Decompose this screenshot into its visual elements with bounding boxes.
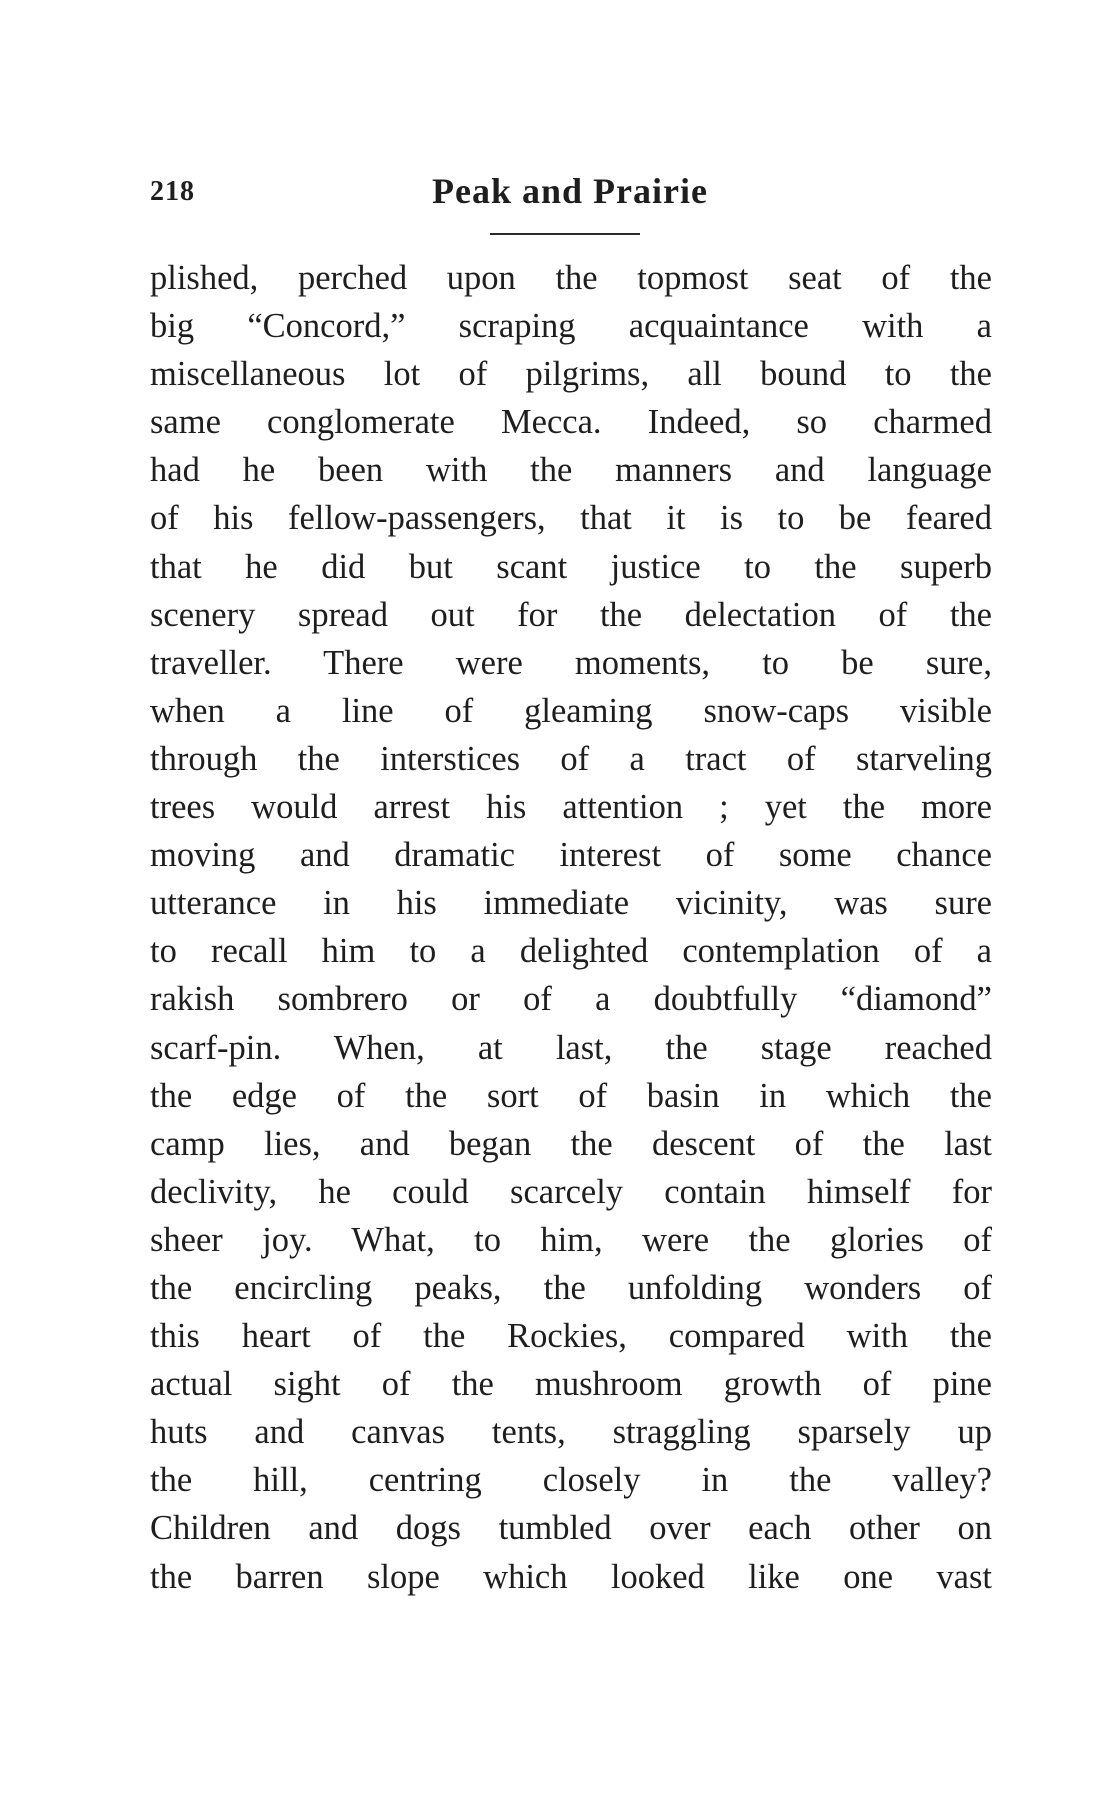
text-line: of his fellow-passengers, that it is to be feared (150, 499, 992, 538)
text-line: to recall him to a delighted contemplation of a (150, 932, 992, 971)
text-line: that he did but scant justice to the superb (150, 547, 992, 586)
text-line: Children and dogs tumbled over each other on (150, 1509, 992, 1548)
text-line: sheer joy. What, to him, were the glories of (150, 1220, 992, 1259)
text-line: the edge of the sort of basin in which the (150, 1076, 992, 1115)
text-line: miscellaneous lot of pilgrims, all bound to the (150, 355, 992, 394)
text-line: utterance in his immediate vicinity, was sure (150, 884, 992, 923)
text-line: camp lies, and began the descent of the last (150, 1124, 992, 1163)
text-line: the encircling peaks, the unfolding wonders of (150, 1268, 992, 1307)
text-line: big “Concord,” scraping acquaintance with a (150, 307, 992, 346)
text-line: through the interstices of a tract of starveling (150, 739, 992, 778)
text-line: same conglomerate Mecca. Indeed, so charmed (150, 403, 992, 442)
text-line: trees would arrest his attention ; yet the more (150, 788, 992, 827)
text-line: this heart of the Rockies, compared with the (150, 1317, 992, 1356)
text-line: declivity, he could scarcely contain himself for (150, 1172, 992, 1211)
text-line: when a line of gleaming snow-caps visible (150, 691, 992, 730)
text-line: rakish sombrero or of a doubtfully “diamond” (150, 980, 992, 1019)
body-text (150, 254, 992, 1601)
text-line: actual sight of the mushroom growth of pine (150, 1365, 992, 1404)
text-line: the barren slope which looked like one vast (150, 1557, 992, 1596)
text-line: had he been with the manners and language (150, 451, 992, 490)
running-title: Peak and Prairie (432, 171, 708, 211)
header-rule (490, 233, 640, 235)
text-line: the hill, centring closely in the valley? (150, 1461, 992, 1500)
page-number: 218 (150, 176, 195, 207)
running-head (150, 170, 990, 220)
text-line: scarf-pin. When, at last, the stage reached (150, 1028, 992, 1067)
text-line: traveller. There were moments, to be sure, (150, 643, 992, 682)
text-line: plished, perched upon the topmost seat of the (150, 259, 992, 297)
text-line: scenery spread out for the delectation of the (150, 595, 992, 634)
text-line: moving and dramatic interest of some chance (150, 836, 992, 875)
text-line: huts and canvas tents, straggling sparsely up (150, 1413, 992, 1452)
